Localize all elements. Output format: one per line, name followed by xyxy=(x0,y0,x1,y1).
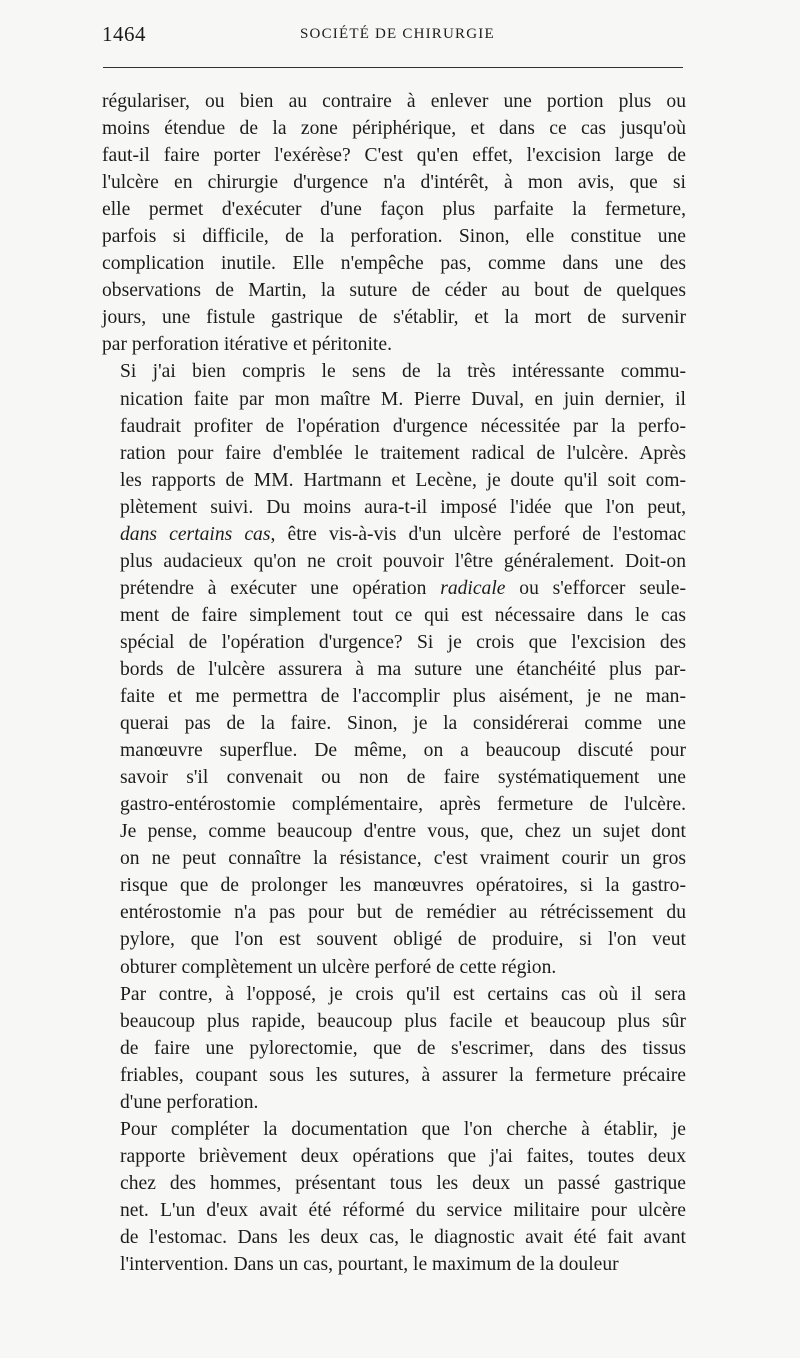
paragraph xyxy=(102,981,686,1116)
text-line: de faire une pylorectomie, que de s'escrimer, dans des tissus xyxy=(120,1037,686,1059)
text-line: prétendre à exécuter une opération radicale ou s'efforcer seule- xyxy=(120,577,686,599)
text-line: faut-il faire porter l'exérèse? C'est qu'en effet, l'excision large de xyxy=(102,145,686,167)
italic-text: radicale xyxy=(440,577,506,599)
text-line: moins étendue de la zone périphérique, et dans ce cas jusqu'où xyxy=(102,118,686,140)
text-line: on ne peut connaître la résistance, c'est vraiment courir un gros xyxy=(120,848,686,870)
text-line: manœuvre superflue. De même, on a beaucoup discuté pour xyxy=(120,740,686,762)
text-line: l'intervention. Dans un cas, pourtant, le maximum de la douleur xyxy=(120,1254,619,1276)
text-line: les rapports de MM. Hartmann et Lecène, je doute qu'il soit com- xyxy=(120,469,686,491)
text-line: par perforation itérative et péritonite. xyxy=(102,334,392,356)
body-text xyxy=(102,88,686,1278)
paragraph xyxy=(102,358,686,980)
text-line: chez des hommes, présentant tous les deux un passé gastrique xyxy=(120,1172,686,1194)
text-line: risque que de prolonger les manœuvres opératoires, si la gastro- xyxy=(120,875,686,897)
text-line: dans certains cas, être vis-à-vis d'un ulcère perforé de l'estomac xyxy=(120,523,686,545)
text-line: faite et me permettra de l'accomplir plus aisément, je ne man- xyxy=(120,686,686,708)
text-line: ment de faire simplement tout ce qui est nécessaire dans le cas xyxy=(120,604,686,626)
text-line: elle permet d'exécuter d'une façon plus parfaite la fermeture, xyxy=(102,199,686,221)
text-line: Pour compléter la documentation que l'on cherche à établir, je xyxy=(120,1118,686,1140)
text-line: spécial de l'opération d'urgence? Si je crois que l'excision des xyxy=(120,631,686,653)
running-head: SOCIÉTÉ DE CHIRURGIE xyxy=(300,26,495,42)
paragraph xyxy=(102,88,686,358)
text-line: friables, coupant sous les sutures, à assurer la fermeture précaire xyxy=(120,1064,686,1086)
text-line: savoir s'il convenait ou non de faire systématiquement une xyxy=(120,767,686,789)
text-line: d'une perforation. xyxy=(120,1091,259,1113)
text-line: ration pour faire d'emblée le traitement radical de l'ulcère. Après xyxy=(120,442,686,464)
text-line: l'ulcère en chirurgie d'urgence n'a d'intérêt, à mon avis, que si xyxy=(102,172,686,194)
text-line: gastro-entérostomie complémentaire, après fermeture de l'ulcère. xyxy=(120,794,686,816)
italic-text: dans certains cas xyxy=(120,523,271,545)
text-line: de l'estomac. Dans les deux cas, le diagnostic avait été fait avant xyxy=(120,1226,686,1248)
text-line: plus audacieux qu'on ne croit pouvoir l'être généralement. Doit-on xyxy=(120,550,686,572)
text-line: Si j'ai bien compris le sens de la très intéressante commu- xyxy=(120,361,686,383)
page-number: 1464 xyxy=(102,22,146,46)
text-line: obturer complètement un ulcère perforé de cette région. xyxy=(120,956,557,978)
text-line: Par contre, à l'opposé, je crois qu'il est certains cas où il sera xyxy=(120,983,686,1005)
text-line: bords de l'ulcère assurera à ma suture une étanchéité plus par- xyxy=(120,658,686,680)
text-line: beaucoup plus rapide, beaucoup plus facile et beaucoup plus sûr xyxy=(120,1010,686,1032)
text-line: plètement suivi. Du moins aura-t-il imposé l'idée que l'on peut, xyxy=(120,496,686,518)
text-line: Je pense, comme beaucoup d'entre vous, que, chez un sujet dont xyxy=(120,821,686,843)
text-line: parfois si difficile, de la perforation. Sinon, elle constitue une xyxy=(102,226,686,248)
text-line: net. L'un d'eux avait été réformé du service militaire pour ulcère xyxy=(120,1199,686,1221)
text-line: pylore, que l'on est souvent obligé de produire, si l'on veut xyxy=(120,929,686,951)
page-header xyxy=(102,22,682,52)
text-line: régulariser, ou bien au contraire à enlever une portion plus ou xyxy=(102,91,686,112)
text-line: faudrait profiter de l'opération d'urgence nécessitée par la perfo- xyxy=(120,415,686,437)
text-line: rapporte brièvement deux opérations que j'ai faites, toutes deux xyxy=(120,1145,686,1167)
text-line: complication inutile. Elle n'empêche pas, comme dans une des xyxy=(102,253,686,275)
header-rule xyxy=(103,67,683,68)
text-line: jours, une fistule gastrique de s'établir, et la mort de survenir xyxy=(102,307,686,329)
text-line: querai pas de la faire. Sinon, je la considérerai comme une xyxy=(120,713,686,735)
text-line: observations de Martin, la suture de céder au bout de quelques xyxy=(102,280,686,302)
text-line: nication faite par mon maître M. Pierre Duval, en juin dernier, il xyxy=(120,388,686,410)
text-line: entérostomie n'a pas pour but de remédier au rétrécissement du xyxy=(120,902,686,924)
paragraph xyxy=(102,1116,686,1278)
